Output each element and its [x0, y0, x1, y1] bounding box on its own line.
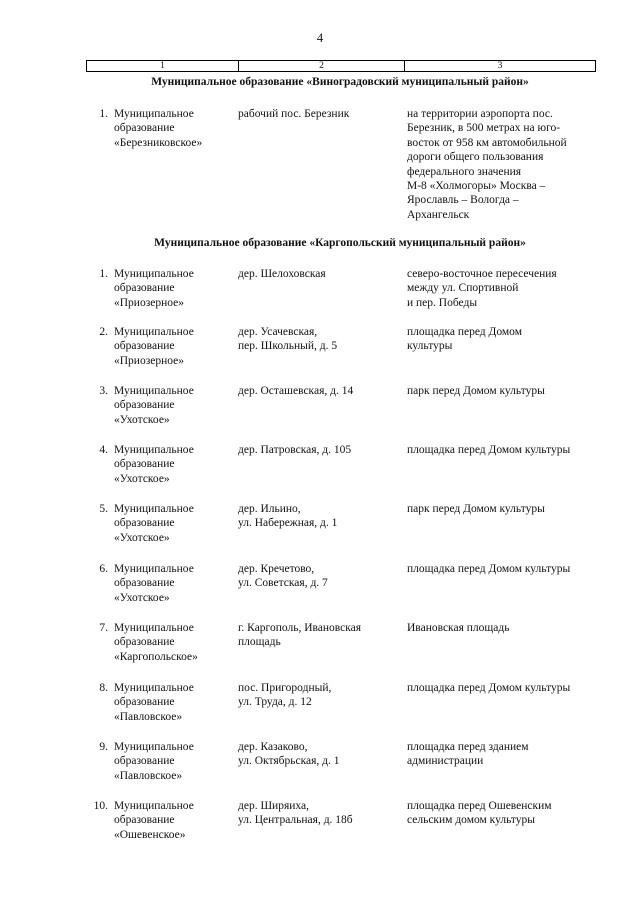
municipal-entity: Муниципальное образование «Приозерное»: [114, 326, 194, 367]
row-number: 7.: [99, 622, 108, 634]
municipal-entity: Муниципальное образование «Ухотское»: [114, 503, 194, 544]
column-header-1: 1: [87, 61, 239, 72]
place-description: площадка перед Домом культуры: [407, 326, 522, 353]
column-header-3: 3: [405, 61, 596, 72]
settlement: дер. Кречетово, ул. Советская, д. 7: [238, 563, 328, 590]
settlement: рабочий пос. Березник: [238, 108, 350, 120]
row-number: 9.: [99, 741, 108, 753]
row-number: 10.: [93, 800, 108, 812]
place-description: парк перед Домом культуры: [407, 503, 545, 515]
row-number: 5.: [99, 503, 108, 515]
municipal-entity: Муниципальное образование «Павловское»: [114, 741, 194, 782]
municipal-entity: Муниципальное образование «Ошевенское»: [114, 800, 194, 841]
place-description: площадка перед Ошевенским сельским домом культуры: [407, 800, 552, 827]
section-title: Муниципальное образование «Каргопольский муниципальный район»: [154, 237, 526, 249]
municipal-entity: Муниципальное образование «Каргопольское»: [114, 622, 198, 663]
settlement: дер. Ширяиха, ул. Центральная, д. 18б: [238, 800, 353, 827]
municipal-entity: Муниципальное образование «Ухотское»: [114, 563, 194, 604]
row-number: 3.: [99, 385, 108, 397]
place-description: парк перед Домом культуры: [407, 385, 545, 397]
municipal-entity: Муниципальное образование «Ухотское»: [114, 444, 194, 485]
settlement: дер. Усачевская, пер. Школьный, д. 5: [238, 326, 338, 353]
municipal-entity: Муниципальное образование «Березниковское»: [114, 108, 203, 149]
row-number: 2.: [99, 326, 108, 338]
municipal-entity: Муниципальное образование «Приозерное»: [114, 268, 194, 309]
place-description: Ивановская площадь: [407, 622, 510, 634]
municipal-entity: Муниципальное образование «Павловское»: [114, 682, 194, 723]
row-number: 1.: [99, 268, 108, 280]
place-description: на территории аэропорта пос. Березник, в 500 метрах на юго- восток от 958 км автомобильной дороги общего пользования федерального значения М-8 «Холмогоры» Москва – Ярославль – Вологда – Архангельск: [407, 108, 567, 221]
place-description: площадка перед Домом культуры: [407, 444, 571, 456]
column-header-table: [86, 60, 596, 72]
place-description: площадка перед Домом культуры: [407, 682, 571, 694]
row-number: 1.: [99, 108, 108, 120]
settlement: пос. Пригородный, ул. Труда, д. 12: [238, 682, 332, 709]
settlement: г. Каргополь, Ивановская площадь: [238, 622, 362, 649]
section-title: Муниципальное образование «Виноградовский муниципальный район»: [151, 76, 529, 88]
row-number: 6.: [99, 563, 108, 575]
settlement: дер. Шелоховская: [238, 268, 326, 280]
settlement: дер. Казаково, ул. Октябрьская, д. 1: [238, 741, 340, 768]
municipal-entity: Муниципальное образование «Ухотское»: [114, 385, 194, 426]
settlement: дер. Осташевская, д. 14: [238, 385, 354, 397]
page-number: 4: [316, 31, 324, 45]
place-description: площадка перед Домом культуры: [407, 563, 571, 575]
row-number: 8.: [99, 682, 108, 694]
column-header-2: 2: [239, 61, 405, 72]
settlement: дер. Патровская, д. 105: [238, 444, 352, 456]
column-header-row: [87, 61, 596, 72]
row-number: 4.: [99, 444, 108, 456]
place-description: площадка перед зданием администрации: [407, 741, 529, 768]
settlement: дер. Ильино, ул. Набережная, д. 1: [238, 503, 338, 530]
place-description: северо-восточное пересечения между ул. Спортивной и пер. Победы: [407, 268, 557, 309]
